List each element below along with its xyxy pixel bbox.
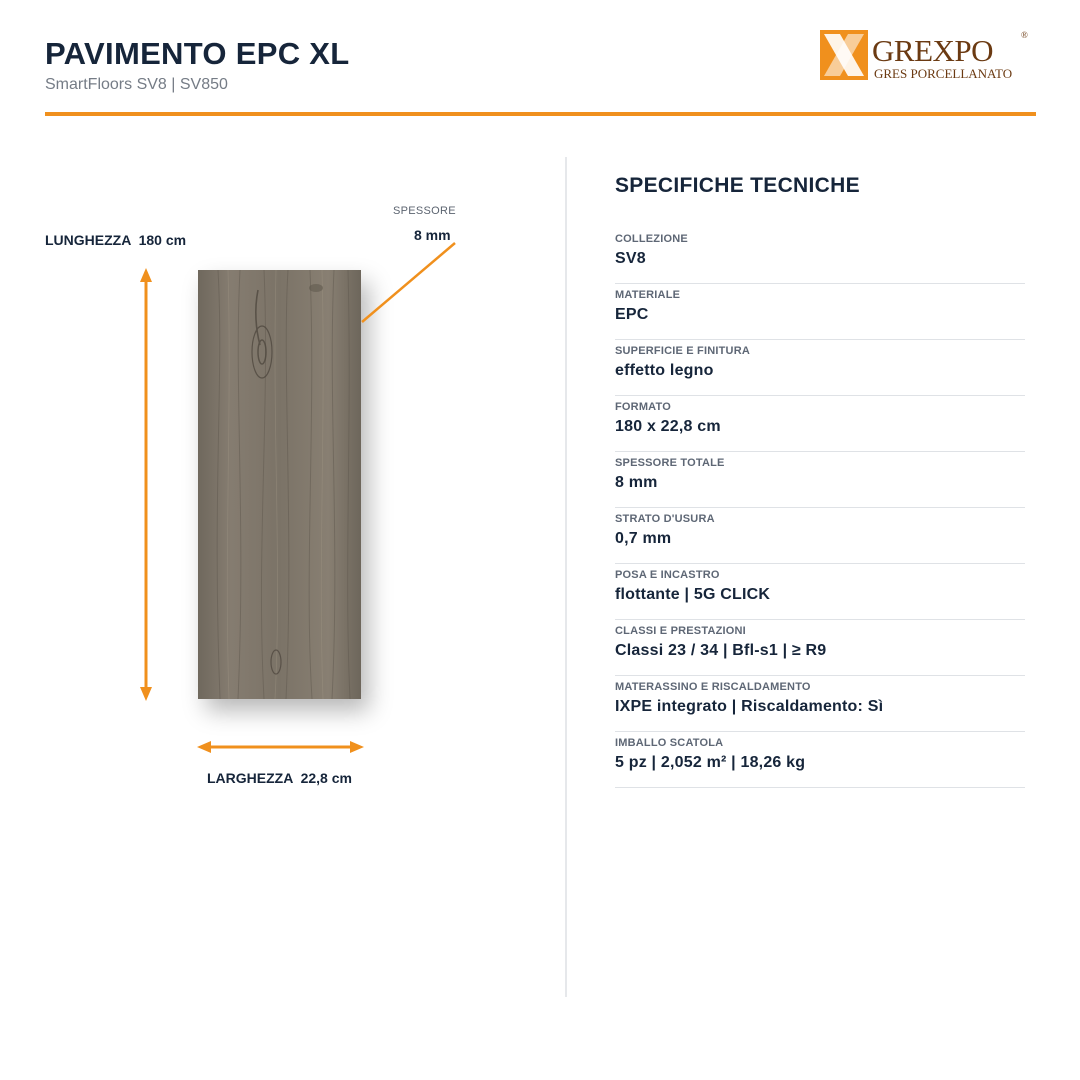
column-divider <box>565 157 567 997</box>
spec-collezione <box>615 228 1025 284</box>
grexpo-logo <box>818 26 1030 86</box>
spec-label: POSA E INCASTRO <box>615 569 720 581</box>
spec-label: CLASSI E PRESTAZIONI <box>615 625 746 637</box>
spec-value: flottante | 5G CLICK <box>615 586 771 603</box>
logo-brand-text: GREXPO <box>872 33 994 68</box>
spec-label: MATERIALE <box>615 289 681 301</box>
spec-value: 8 mm <box>615 474 658 491</box>
spec-strato-usura <box>615 508 1025 564</box>
spec-label: STRATO D'USURA <box>615 513 715 525</box>
header-accent-rule <box>45 112 1036 116</box>
spec-classi <box>615 620 1025 676</box>
thickness-caption: SPESSORE <box>393 205 456 217</box>
spec-label: SPESSORE TOTALE <box>615 457 725 469</box>
width-arrow <box>197 741 364 753</box>
spec-materiale <box>615 284 1025 340</box>
spec-superficie <box>615 340 1025 396</box>
logo-tagline: GRES PORCELLANATO <box>874 66 1013 81</box>
logo-registered-mark: ® <box>1021 30 1028 40</box>
spec-materassino <box>615 676 1025 732</box>
spec-spessore-totale <box>615 452 1025 508</box>
spec-imballo <box>615 732 1025 788</box>
spec-value: effetto legno <box>615 362 714 379</box>
length-arrow <box>140 268 152 701</box>
spec-label: SUPERFICIE E FINITURA <box>615 345 750 357</box>
length-label: LUNGHEZZA 180 cm <box>45 232 187 248</box>
page-subtitle: SmartFloors SV8 | SV850 <box>45 76 228 93</box>
spec-formato <box>615 396 1025 452</box>
spec-label: MATERASSINO E RISCALDAMENTO <box>615 681 811 693</box>
specs-list <box>615 228 1025 788</box>
specs-heading: SPECIFICHE TECNICHE <box>615 174 860 197</box>
spec-value: EPC <box>615 306 649 323</box>
width-label: LARGHEZZA 22,8 cm <box>207 770 352 786</box>
spec-posa <box>615 564 1025 620</box>
thickness-value: 8 mm <box>414 227 451 243</box>
spec-value: Classi 23 / 34 | Bfl-s1 | ≥ R9 <box>615 642 827 659</box>
spec-label: IMBALLO SCATOLA <box>615 737 724 749</box>
spec-value: SV8 <box>615 250 646 267</box>
spec-value: 0,7 mm <box>615 530 672 547</box>
spec-value: IXPE integrato | Riscaldamento: Sì <box>615 698 884 715</box>
spec-label: COLLEZIONE <box>615 233 688 245</box>
spec-value: 5 pz | 2,052 m² | 18,26 kg <box>615 754 806 771</box>
thickness-leader-line <box>362 243 455 322</box>
spec-value: 180 x 22,8 cm <box>615 418 721 435</box>
page-title: PAVIMENTO EPC XL <box>45 36 350 71</box>
wood-plank-sample <box>198 270 361 699</box>
spec-label: FORMATO <box>615 401 671 413</box>
